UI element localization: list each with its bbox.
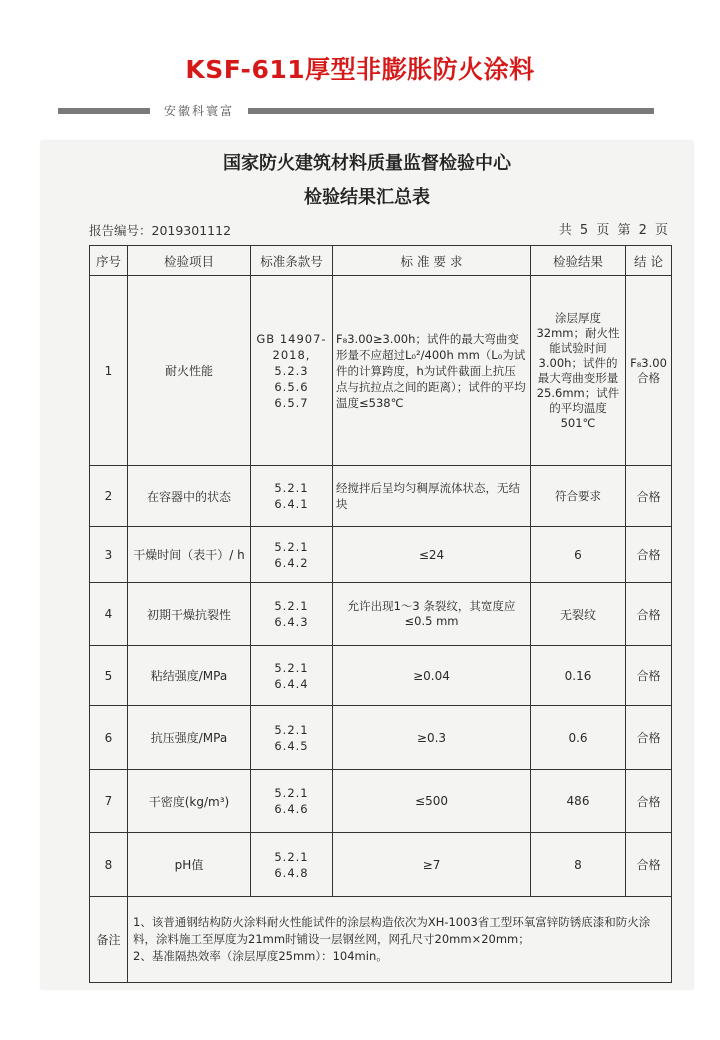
report-document xyxy=(41,141,693,989)
row-conclusion: 合格 xyxy=(626,706,672,770)
header-result: 检验结果 xyxy=(531,246,626,276)
row-item: 耐火性能 xyxy=(128,276,251,466)
header-item: 检验项目 xyxy=(128,246,251,276)
clause-line: 6.5.7 xyxy=(274,395,309,410)
row-result: 0.16 xyxy=(531,646,626,706)
clause-line: 5.2.1 xyxy=(274,722,309,737)
note-line: 1、该普通钢结构防火涂料耐火性能试件的涂层构造依次为XH-1003省工型环氧富锌防锈底漆和防火涂料，涂料施工至厚度为21mm时铺设一层钢丝网，网孔尺寸20mm×20mm； xyxy=(133,915,651,946)
row-requirement: ≤500 xyxy=(333,770,531,833)
clause-line: 5.2.3 xyxy=(274,363,309,378)
row-conclusion: 合格 xyxy=(626,466,672,527)
row-no: 7 xyxy=(90,770,128,833)
clause-line: 6.4.1 xyxy=(274,497,309,511)
row-clause xyxy=(251,770,333,833)
row-clause xyxy=(251,646,333,706)
row-conclusion: 合格 xyxy=(626,833,672,897)
row-conclusion xyxy=(626,276,672,466)
brand-mark: 安徽科寰富 xyxy=(163,104,234,118)
clause-line: 6.4.6 xyxy=(274,802,309,816)
table-row xyxy=(90,276,672,466)
clause-line: 6.4.2 xyxy=(274,555,309,570)
table-row xyxy=(90,833,672,897)
clause-line: 6.5.6 xyxy=(274,379,309,394)
clause-line: 5.2.1 xyxy=(274,660,309,675)
row-no: 8 xyxy=(90,833,128,897)
document-subtitle: 检验结果汇总表 xyxy=(304,187,430,208)
row-no: 1 xyxy=(90,276,128,466)
row-no: 6 xyxy=(90,706,128,770)
divider-right xyxy=(248,108,654,114)
row-result: 486 xyxy=(531,770,626,833)
clause-line: 6.4.3 xyxy=(274,615,309,629)
row-requirement: ≤24 xyxy=(333,527,531,583)
row-result: 8 xyxy=(531,833,626,897)
row-requirement: 经搅拌后呈均匀稠厚流体状态，无结块 xyxy=(333,466,531,527)
conclusion-line: 合格 xyxy=(637,370,660,385)
divider-left xyxy=(58,108,150,114)
table-header-row xyxy=(90,246,672,276)
row-conclusion: 合格 xyxy=(626,646,672,706)
notes-label: 备注 xyxy=(90,897,128,983)
note-line: 2、基准隔热效率（涂层厚度25mm）：104min。 xyxy=(133,949,388,963)
row-requirement: ≥0.04 xyxy=(333,646,531,706)
notes-content xyxy=(128,897,672,983)
row-result: 6 xyxy=(531,527,626,583)
row-clause xyxy=(251,706,333,770)
table-row xyxy=(90,466,672,527)
row-conclusion: 合格 xyxy=(626,583,672,646)
clause-line: 5.2.1 xyxy=(274,786,309,800)
page-title: KSF-611厚型非膨胀防火涂料 xyxy=(185,55,535,84)
row-item: 粘结强度/MPa xyxy=(128,646,251,706)
row-clause xyxy=(251,527,333,583)
row-conclusion: 合格 xyxy=(626,527,672,583)
row-clause xyxy=(251,583,333,646)
document-title: 国家防火建筑材料质量监督检验中心 xyxy=(223,153,511,174)
row-result: 符合要求 xyxy=(531,466,626,527)
row-item: pH值 xyxy=(128,833,251,897)
results-table xyxy=(89,245,672,983)
header-no: 序号 xyxy=(90,246,128,276)
row-result: 0.6 xyxy=(531,706,626,770)
table-row xyxy=(90,770,672,833)
row-no: 2 xyxy=(90,466,128,527)
clause-line: 6.4.5 xyxy=(274,738,309,753)
row-requirement: F₈3.00≥3.00h；试件的最大弯曲变形量不应超过L₀²/400h mm（L₀为试件的计算跨度，h为试件截面上抗压点与抗拉点之间的距离）；试件的平均温度≤538℃ xyxy=(333,276,531,466)
page-indicator: 共 5 页 第 2 页 xyxy=(558,223,670,238)
row-item: 初期干燥抗裂性 xyxy=(128,583,251,646)
row-item: 在容器中的状态 xyxy=(128,466,251,527)
clause-line: 6.4.4 xyxy=(274,676,309,691)
clause-line: 5.2.1 xyxy=(274,481,309,495)
clause-line: GB 14907-2018, xyxy=(256,331,327,362)
conclusion-line: F₈3.00 xyxy=(630,355,667,370)
row-clause xyxy=(251,276,333,466)
header-requirement: 标 准 要 求 xyxy=(333,246,531,276)
row-no: 5 xyxy=(90,646,128,706)
clause-line: 6.4.8 xyxy=(274,865,309,880)
table-row xyxy=(90,706,672,770)
row-no: 3 xyxy=(90,527,128,583)
table-row xyxy=(90,527,672,583)
row-result: 涂层厚度32mm；耐火性能试验时间3.00h；试件的最大弯曲变形量25.6mm；试件的平均温度501℃ xyxy=(531,276,626,466)
header-clause: 标准条款号 xyxy=(251,246,333,276)
row-result: 无裂纹 xyxy=(531,583,626,646)
row-requirement: ≥0.3 xyxy=(333,706,531,770)
table-row xyxy=(90,583,672,646)
row-no: 4 xyxy=(90,583,128,646)
clause-line: 5.2.1 xyxy=(274,599,309,613)
row-item: 干密度(kg/m³) xyxy=(128,770,251,833)
notes-row xyxy=(90,897,672,983)
row-requirement: 允许出现1～3 条裂纹，其宽度应≤0.5 mm xyxy=(333,583,531,646)
report-number: 报告编号：2019301112 xyxy=(89,223,232,238)
row-item: 干燥时间（表干）/ h xyxy=(128,527,251,583)
row-clause xyxy=(251,833,333,897)
clause-line: 5.2.1 xyxy=(274,539,309,554)
header-conclusion: 结 论 xyxy=(626,246,672,276)
row-requirement: ≥7 xyxy=(333,833,531,897)
table-row xyxy=(90,646,672,706)
row-item: 抗压强度/MPa xyxy=(128,706,251,770)
row-clause xyxy=(251,466,333,527)
row-conclusion: 合格 xyxy=(626,770,672,833)
clause-line: 5.2.1 xyxy=(274,849,309,864)
